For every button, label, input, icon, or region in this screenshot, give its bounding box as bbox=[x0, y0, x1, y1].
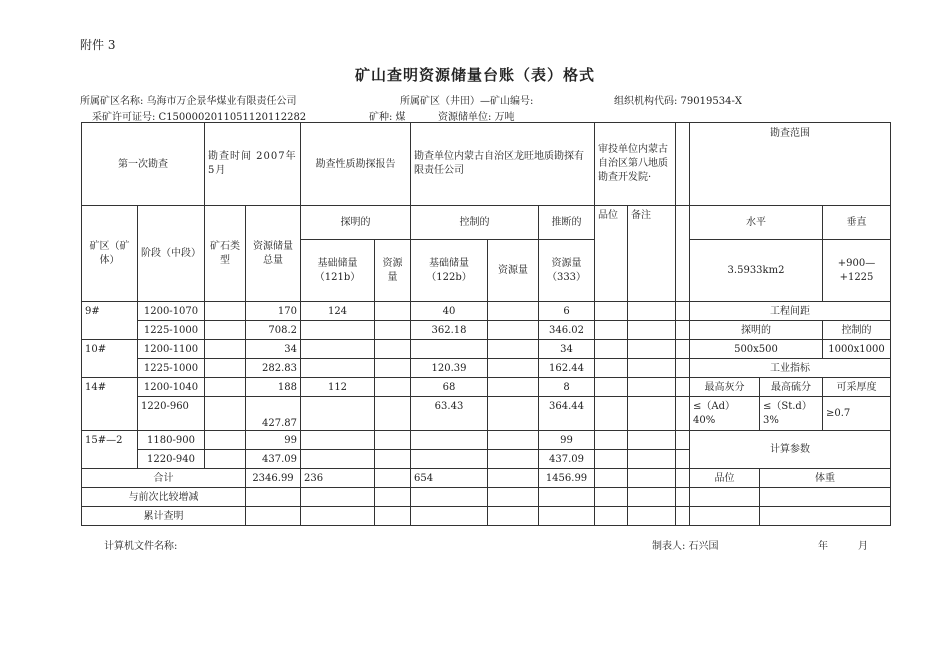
r333-cell: 162.44 bbox=[539, 359, 595, 378]
area-cell: 15#—2 bbox=[82, 431, 138, 469]
max-ash-value: ≤（Ad）40% bbox=[690, 397, 760, 431]
calc-params-label: 计算参数 bbox=[690, 431, 891, 469]
base121b-cell bbox=[301, 359, 375, 378]
base121b-cell bbox=[301, 431, 375, 450]
sum-base122b: 654 bbox=[411, 469, 488, 488]
spacing-controlled: 控制的 bbox=[823, 321, 891, 340]
r333-cell: 8 bbox=[539, 378, 595, 397]
r333-cell: 437.09 bbox=[539, 450, 595, 469]
col-total: 资源储量总量 bbox=[246, 206, 301, 302]
col-area: 矿区（矿体） bbox=[82, 206, 138, 302]
survey-scope: 勘查范围 bbox=[690, 123, 891, 206]
r333-cell: 346.02 bbox=[539, 321, 595, 340]
col-grade: 品位 bbox=[595, 206, 628, 302]
base121b-cell bbox=[301, 450, 375, 469]
thickness-value: ≥0.7 bbox=[823, 397, 891, 431]
spacing-proven-value: 500x500 bbox=[690, 340, 823, 359]
report-type: 勘查性质勘探报告 bbox=[301, 123, 411, 206]
col-horizontal: 水平 bbox=[690, 206, 823, 240]
stage-cell: 1200-1100 bbox=[138, 340, 205, 359]
mineral-type: 矿种: 煤 bbox=[369, 112, 406, 123]
col-note: 备注 bbox=[628, 206, 676, 302]
shaft-code: 所属矿区（井田）—矿山编号: bbox=[400, 96, 534, 107]
base122b-cell bbox=[411, 340, 488, 359]
attachment-label: 附件 3 bbox=[80, 38, 116, 52]
review-unit: 审投单位内蒙古自治区第八地质勘查开发院· bbox=[595, 123, 676, 206]
calc-grade: 品位 bbox=[690, 469, 760, 488]
horizontal-value: 3.5933km2 bbox=[690, 240, 823, 302]
calc-density: 体重 bbox=[760, 469, 891, 488]
compare-label: 与前次比较增减 bbox=[82, 488, 246, 507]
r333-cell: 99 bbox=[539, 431, 595, 450]
base122b-cell: 63.43 bbox=[411, 397, 488, 431]
base121b-cell bbox=[301, 340, 375, 359]
thickness-label: 可采厚度 bbox=[823, 378, 891, 397]
cumulative-label: 累计查明 bbox=[82, 507, 246, 526]
survey-time: 勘查时间 2007年5月 bbox=[205, 123, 301, 206]
base121b-cell: 112 bbox=[301, 378, 375, 397]
base122b-cell: 120.39 bbox=[411, 359, 488, 378]
stage-cell: 1200-1040 bbox=[138, 378, 205, 397]
sum-base121b: 236 bbox=[301, 469, 375, 488]
total-cell: 188 bbox=[246, 378, 301, 397]
base121b-cell: 124 bbox=[301, 302, 375, 321]
stage-cell: 1225-1000 bbox=[138, 321, 205, 340]
total-cell: 99 bbox=[246, 431, 301, 450]
col-ore-type: 矿石类型 bbox=[205, 206, 246, 302]
col-inferred: 推断的 bbox=[539, 206, 595, 240]
reserve-unit: 资源储单位: 万吨 bbox=[438, 112, 515, 123]
license-number: 采矿许可证号: C1500002011051120112282 bbox=[92, 112, 307, 123]
max-sulfur-value: ≤（St.d）3% bbox=[760, 397, 823, 431]
max-ash-label: 最高灰分 bbox=[690, 378, 760, 397]
col-base-121b: 基础储量（121b） bbox=[301, 240, 375, 302]
sum-r333: 1456.99 bbox=[539, 469, 595, 488]
total-cell: 282.83 bbox=[246, 359, 301, 378]
sum-total: 2346.99 bbox=[246, 469, 301, 488]
base122b-cell: 40 bbox=[411, 302, 488, 321]
area-cell: 14# bbox=[82, 378, 138, 431]
footer-month: 月 bbox=[858, 541, 868, 552]
col-controlled: 控制的 bbox=[411, 206, 539, 240]
area-cell: 10# bbox=[82, 340, 138, 378]
page-title: 矿山查明资源储量台账（表）格式 bbox=[354, 66, 595, 84]
base121b-cell bbox=[301, 397, 375, 431]
spacing-controlled-value: 1000x1000 bbox=[823, 340, 891, 359]
col-base-122b: 基础储量（122b） bbox=[411, 240, 488, 302]
stage-cell: 1220-940 bbox=[138, 450, 205, 469]
org-code: 组织机构代码: 79019534-X bbox=[614, 96, 742, 107]
r333-cell: 34 bbox=[539, 340, 595, 359]
stage-cell: 1180-900 bbox=[138, 431, 205, 450]
reserve-ledger-table bbox=[81, 122, 891, 526]
col-resource-333: 资源量（333） bbox=[539, 240, 595, 302]
preparer: 制表人: 石兴国 bbox=[652, 541, 719, 552]
stage-cell: 1220-960 bbox=[138, 397, 205, 431]
industrial-index-label: 工业指标 bbox=[690, 359, 891, 378]
first-survey: 第一次勘查 bbox=[82, 123, 205, 206]
stage-cell: 1200-1070 bbox=[138, 302, 205, 321]
col-resource-b: 资源量 bbox=[488, 240, 539, 302]
stage-cell: 1225-1000 bbox=[138, 359, 205, 378]
base122b-cell bbox=[411, 450, 488, 469]
base122b-cell bbox=[411, 431, 488, 450]
r333-cell: 364.44 bbox=[539, 397, 595, 431]
footer-year: 年 bbox=[818, 541, 828, 552]
col-resource-a: 资源量 bbox=[375, 240, 411, 302]
total-cell: 34 bbox=[246, 340, 301, 359]
sum-label: 合计 bbox=[82, 469, 246, 488]
col-proven: 探明的 bbox=[301, 206, 411, 240]
r333-cell: 6 bbox=[539, 302, 595, 321]
total-cell: 170 bbox=[246, 302, 301, 321]
mine-name: 所属矿区名称: 乌海市万企景华煤业有限责任公司 bbox=[80, 96, 297, 107]
total-cell: 427.87 bbox=[246, 397, 301, 431]
col-stage: 阶段（中段） bbox=[138, 206, 205, 302]
col-vertical: 垂直 bbox=[823, 206, 891, 240]
max-sulfur-label: 最高硫分 bbox=[760, 378, 823, 397]
base121b-cell bbox=[301, 321, 375, 340]
vertical-value: +900—+1225 bbox=[823, 240, 891, 302]
base122b-cell: 68 bbox=[411, 378, 488, 397]
spacing-label: 工程间距 bbox=[690, 302, 891, 321]
spacing-proven: 探明的 bbox=[690, 321, 823, 340]
area-cell: 9# bbox=[82, 302, 138, 340]
computer-file-name: 计算机文件名称: bbox=[104, 541, 178, 552]
survey-unit: 勘查单位内蒙古自治区龙旺地质勘探有限责任公司 bbox=[411, 123, 595, 206]
base122b-cell: 362.18 bbox=[411, 321, 488, 340]
total-cell: 708.2 bbox=[246, 321, 301, 340]
total-cell: 437.09 bbox=[246, 450, 301, 469]
